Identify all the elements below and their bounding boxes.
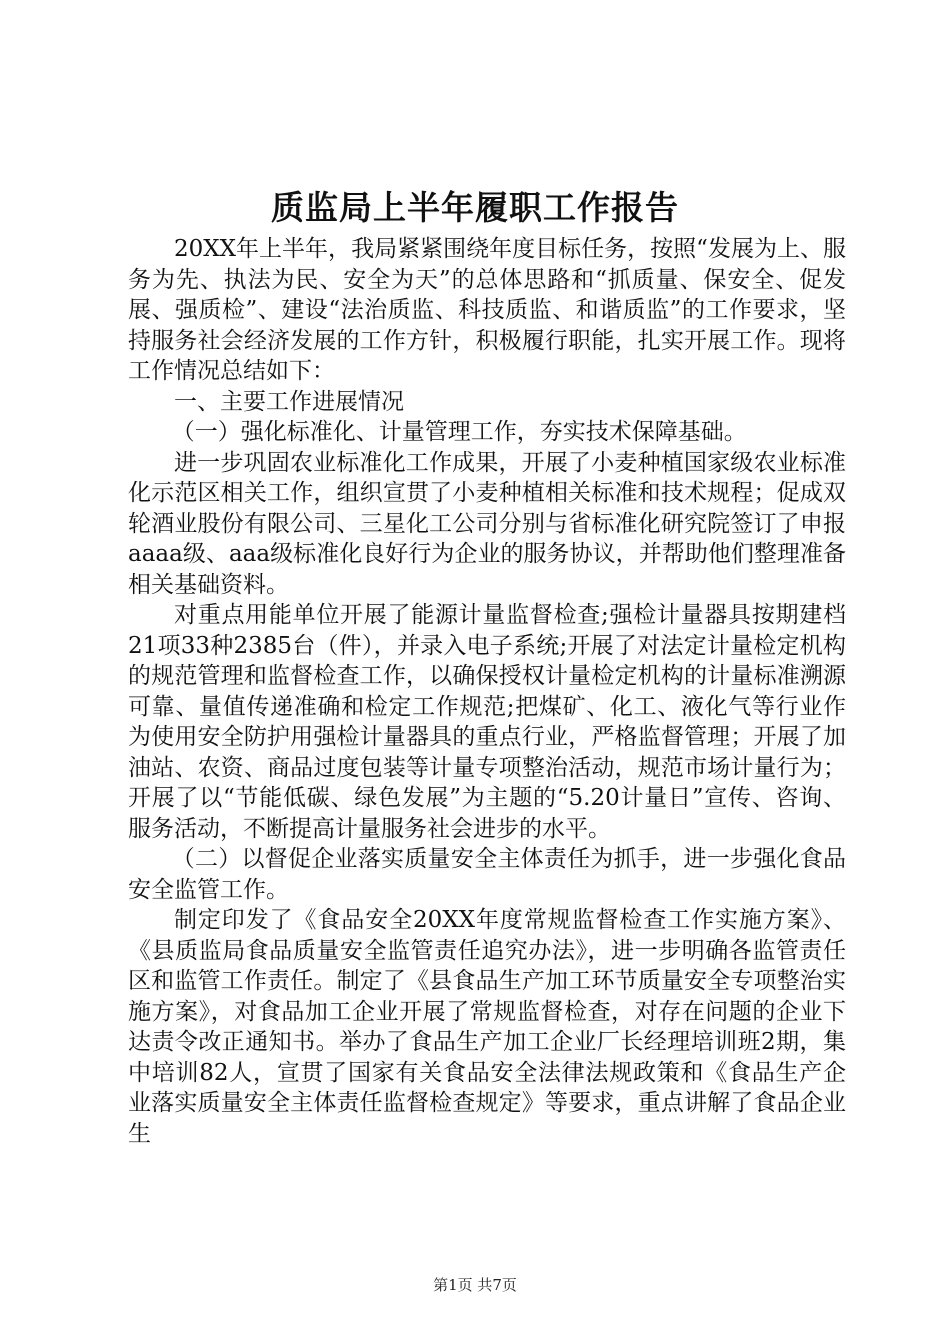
- subsection-heading: （二）以督促企业落实质量安全主体责任为抓手，进一步强化食品安全监管工作。: [128, 846, 846, 903]
- page-number-footer: 第1页 共7页: [433, 1276, 517, 1294]
- section-heading: 一、主要工作进展情况: [174, 388, 404, 415]
- body-paragraph: 制定印发了《食品安全20XX年度常规监督检查工作实施方案》、《县质监局食品质量安全监管责任追究办法》，进一步明确各监管责任区和监管工作责任。制定了《县食品生产加工环节质量安全专项整治实施方案》，对食品加工企业开展了常规监督检查，对存在问题的企业下达责令改正通知书。举办了食品生产加工企业厂长经理培训班2期，集中培训82人，宣贯了国家有关食品安全法律法规政策和《食品生产企业落实质量安全主体责任监督检查规定》等要求，重点讲解了食品企业生: [128, 907, 846, 1147]
- document-title: 质监局上半年履职工作报告: [271, 188, 679, 227]
- intro-paragraph: 20XX年上半年，我局紧紧围绕年度目标任务，按照“发展为上、服务为先、执法为民、安全为天”的总体思路和“抓质量、保安全、促发展、强质检”、建设“法治质监、科技质监、和谐质监”的工作要求，坚持服务社会经济发展的工作方针，积极履行职能，扎实开展工作。现将工作情况总结如下：: [128, 236, 846, 384]
- subsection-heading: （一）强化标准化、计量管理工作，夯实技术保障基础。: [171, 419, 747, 445]
- body-paragraph: 进一步巩固农业标准化工作成果，开展了小麦种植国家级农业标准化示范区相关工作，组织宣贯了小麦种植相关标准和技术规程；促成双轮酒业股份有限公司、三星化工公司分别与省标准化研究院签订了申报aaaa级、aaa级标准化良好行为企业的服务协议，并帮助他们整理准备相关基础资料。: [128, 449, 846, 598]
- document-body: [128, 234, 846, 1149]
- body-paragraph: 对重点用能单位开展了能源计量监督检查;强检计量器具按期建档21项33种2385台（件），并录入电子系统;开展了对法定计量检定机构的规范管理和监督检查工作，以确保授权计量检定机构的计量标准溯源可靠、量值传递准确和检定工作规范;把煤矿、化工、液化气等行业作为使用安全防护用强检计量器具的重点行业，严格监督管理；开展了加油站、农资、商品过度包装等计量专项整治活动，规范市场计量行为；开展了以“节能低碳、绿色发展”为主题的“5.20计量日”宣传、咨询、服务活动，不断提高计量服务社会进步的水平。: [128, 602, 846, 842]
